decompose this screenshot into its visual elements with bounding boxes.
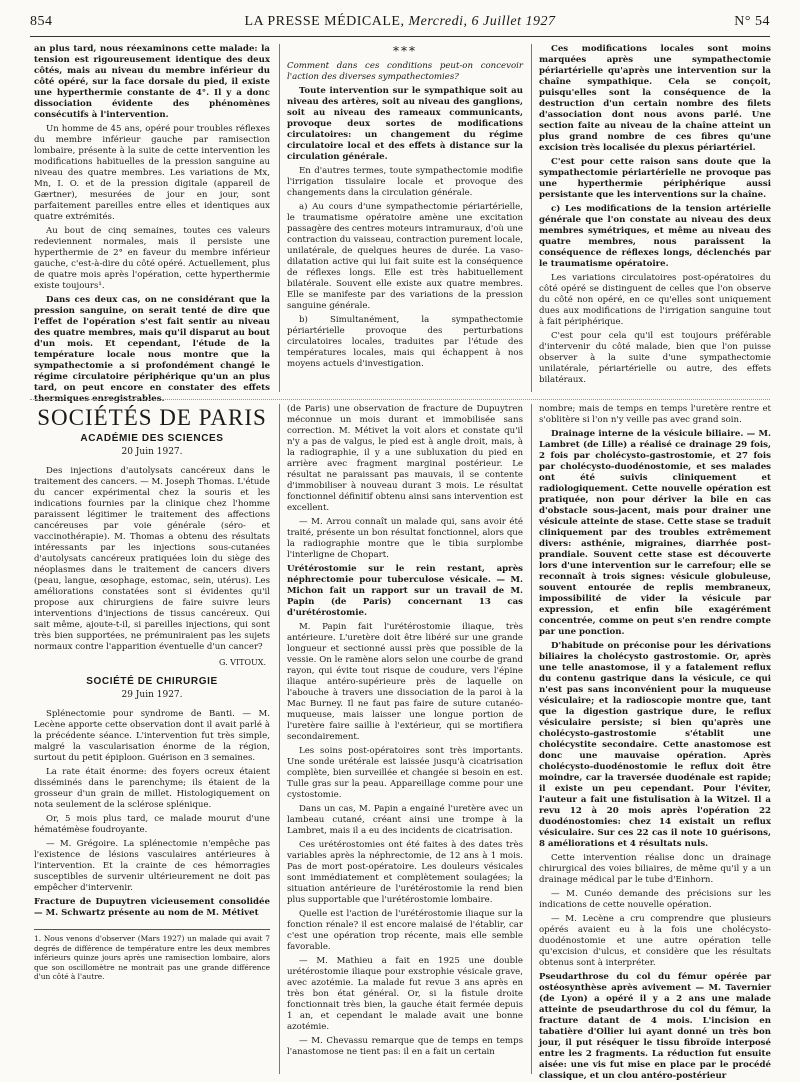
paragraph: — M. Lecène a cru comprendre que plusieurs opérés avaient eu à la fois une cholécysto-duodénostomie et une autre opération telle qu'excision d'ulcus, et considère que les résultats obtenus sont à interpréter. [539,914,771,968]
paragraph: La rate était énorme: des foyers ocreux étaient disséminés dans le parenchyme; ils étaient de la grosseur d'un grain de millet. Histologiquement on nota seulement de la sclérose splénique. [34,767,270,810]
paragraph: Un homme de 45 ans, opéré pour troubles réflexes du membre inférieur gauche par ramisection lombaire, présente à la suite de cette intervention les modifications habituelles de la pression sanguine au niveau des quatre membres. Les variations de Mx, Mn, I. O. et de la pression digitale (appareil de Gærtner), mesurées de jour en jour, sont parfaitement pareilles entre elles et identiques aux quatre extrémités. [34,124,270,222]
paragraph: Fracture de Dupuytren vicieusement consolidée — M. Schwartz présente au nom de M. Métivet [34,897,270,918]
issue-date: Mercredi, 6 Juillet 1927 [408,14,556,29]
paragraph: Cette intervention réalise donc un drainage chirurgical des voies biliaires, de même qu'il y a un drainage médical par le tube d'Einhorn. [539,853,771,885]
paragraph: an plus tard, nous réexaminons cette malade: la tension est rigoureusement identique des deux côtés, mais au niveau du membre inférieur du côté opéré, sur la face dorsale du pied, il existe une hyperthermie constante de 4°. Il y a donc dissociation évidente des phénomènes consécutifs à l'intervention. [34,44,270,120]
section-title-academie: ACADÉMIE DES SCIENCES [80,433,224,444]
header-rule [30,36,770,37]
paragraph: Au bout de cinq semaines, toutes ces valeurs redeviennent normales, mais il persiste une hyperthermie de 2° en faveur du membre inférieur gauche, c'est-à-dire du côté opéré. Actuellement, plus de quatre mois après l'opération, cette hyperthermie existe toujours¹. [34,226,270,291]
paragraph: Ces urétérostomies ont été faites à des dates très variables après la néphrectomie, de 12 ans à 1 mois. Pas de mort post-opératoire. Les douleurs vésicales sont immédiatement et complètement soulagées; la situation antérieure de l'urétérostomie la rend bien plus supportable que l'urétérostomie lombaire. [287,840,523,905]
bottom-column-1 [34,404,270,1076]
paragraph: C'est pour cela qu'il est toujours préférable d'intervenir du côté malade, bien que l'on puisse observer à la suite d'une sympathectomie unilatérale, périartérielle ou autre, des effets bilatéraux. [539,331,771,385]
section-date: 20 Juin 1927. [121,447,183,457]
paragraph: Dans ces deux cas, on ne considérant que la pression sanguine, on serait tenté de dire que l'effet de l'opération s'est fait sentir au niveau des quatre membres, mais qu'il disparut au bout d'un mois. Et cependant, l'étude de la température locale nous montre que la sympathectomie a si profondément changé le régime circulatoire périphérique qu'un an plus tard, on peut encore en constater des effets thermiques enregistrables. [34,295,270,404]
paragraph: Les variations circulatoires post-opératoires du côté opéré se distinguent de celles que l'on observe du côté non opéré, en ce qu'elles sont uniquement dues aux modifications de l'irrigation sanguine tout à fait périphérique. [539,273,771,327]
paragraph: — M. Grégoire. La splénectomie n'empêche pas l'existence de lésions vasculaires antérieures à l'intervention. Et la crainte de ces hémorragies susceptibles de survenir ultérieurement ne doit pas empêcher d'intervenir. [34,839,270,893]
column-divider [531,44,532,392]
section-question: Comment dans ces conditions peut-on concevoir l'action des diverses sympathectomies? [287,61,523,82]
paragraph: c) Les modifications de la tension artérielle générale que l'on constate au niveau des deux membres symétriques, et même au niveau des quatre membres, nous paraissent la conséquence de réflexes longs, déclenchés par le traumatisme opératoire. [539,204,771,269]
paragraph: Dans un cas, M. Papin a engainé l'uretère avec un lambeau cutané, créant ainsi une trompe à la Lambret, mais il a eu des incidents de cicatrisation. [287,804,523,836]
paragraph: Les soins post-opératoires sont très importants. Une sonde urétérale est laissée jusqu'à cicatrisation complète, bien surveillée et changée si besoin en est. Tulle gras sur la peau. Appareillage comme pour une cystostomie. [287,746,523,800]
paragraph: Drainage interne de la vésicule biliaire. — M. Lambret (de Lille) a réalisé ce drainage 29 fois, 2 fois par cholécysto-gastrostomie, et 27 fois par cholécysto-duodénostomie, et ses malades ont été suivis cliniquement et radiologiquement. Cette nouvelle opération est pratiquée, non pour dériver la bile en cas d'obstacle sous-jacent, mais pour drainer une vésicule atteinte de stase. Cette stase se traduit cliniquement par des troubles extrêmement divers: asthénie, migraines, diarrhée post-prandiale. Souvent cette stase est découverte lors d'une intervention sur le carrefour; elle se reconnaît à trois signes: vésicule globuleuse, souvent entourée de replis membraneux, impossibilité de vider la vésicule par expression, et enfin bile exagérément concentrée, comme on peut s'en rendre compte par une ponction. [539,429,771,637]
column-divider [279,404,280,1074]
section-date: 29 Juin 1927. [121,690,183,700]
bottom-column-3 [539,404,771,1081]
paragraph: Or, 5 mois plus tard, ce malade mourut d'une hématémèse foudroyante. [34,814,270,835]
paragraph: C'est pour cette raison sans doute que la sympathectomie périartérielle ne provoque pas une hyperthermie périphérique aussi persistante que les interventions sur la chaîne. [539,157,771,200]
column-divider [531,404,532,1074]
column-divider [279,44,280,392]
paragraph: Splénectomie pour syndrome de Banti. — M. Lecène apporte cette observation dont il avait parlé à la précédente séance. L'intervention fut très simple, malgré la vascularisation énorme de la région, surtout du petit épiploon. Guérison en 3 semaines. [34,709,270,763]
paragraph: — M. Arrou connaît un malade qui, sans avoir été traité, présente un bon résultat fonctionnel, alors que la radiographie montre que le tibia surplombe l'interligne de Chopart. [287,517,523,560]
paragraph: — M. Mathieu a fait en 1925 une double urétérostomie iliaque pour exstrophie vésicale grave, avec azotémie. La malade fut revue 3 ans après en très bon état général. Or, si la fistule droite fonctionnait très bien, la gauche était fermée depuis 1 an, et cependant le malade avait une bonne azotémie. [287,956,523,1032]
journal-title [30,14,770,30]
paragraph: D'habitude on préconise pour les dérivations biliaires la cholécysto gastrostomie. Or, après une telle anastomose, il y a fatalement reflux du contenu gastrique dans la vésicule, ce qui n'est pas sans inconvénient pour la muqueuse vésiculaire; et la radioscopie montre que, tant que la digestion gastrique dure, le reflux vésiculaire persiste; si bien qu'après une cholécysto-gastrostomie s'établit une cholécystite secondaire. Cette anastomose est donc une mauvaise opération. Après cholécysto-duodénostomie le reflux doit être moindre, car la traversée duodénale est rapide; il existe un peu cependant. Pour l'éviter, l'auteur a fait une fistulisation à la Witzel. Il a revu 12 à 20 mois après l'opération 22 duodénostomies: chez 14 existait un reflux vésiculaire. Sur ces 22 cas il note 10 guérisons, 8 améliorations et 4 résultats nuls. [539,641,771,849]
paragraph: Pseudarthrose du col du fémur opérée par ostéosynthèse après avivement — M. Tavernier (de Lyon) a opéré il y a 2 ans une malade atteinte de pseudarthrose du col du fémur, la fracture datant de 4 mois. L'incision en tabatière d'Ollier lui ayant donné un très bon jour, il put réséquer le tissu fibroïde interposé entre les 2 fragments. La réduction fut ensuite aisée: une vis fut mise en place par le procédé classique, et un clou antéro-postérieur [539,972,771,1081]
paragraph: Quelle est l'action de l'urétérostomie iliaque sur la fonction rénale? il est encore malaisé de l'établir, car c'est une opération trop récente, mais elle semble favorable. [287,909,523,952]
societies-title: SOCIÉTÉS DE PARIS [37,405,267,430]
issue-number: N° 54 [734,14,770,29]
paragraph: a) Au cours d'une sympathectomie périartérielle, le traumatisme opératoire amène une excitation passagère des centres moteurs intramuraux, d'où une contraction du vaisseau, contraction purement locale, unilatérale, de quelques heures de durée. La vaso-dilatation active qui lui fait suite est la conséquence de réflexes longs. Elle est très habituellement bilatérale. Souvent elle existe aux quatre membres. Elle se manifeste par des variations de la pression sanguine générale. [287,202,523,311]
paragraph: — M. Chevassu remarque que de temps en temps l'anastomose ne tient pas: il en a fait un certain [287,1036,523,1057]
paragraph: Ces modifications locales sont moins marquées après une sympathectomie périartérielle qu'après une intervention sur la chaîne sympathique. Cela se conçoit, puisqu'elles sont la conséquence de la destruction d'un certain nombre des filets d'association dont nous avons parlé. Une section faite au niveau de la chaîne atteint un plus grand nombre de ces fibres qu'une excision très localisée du plexus périartériel. [539,44,771,153]
author-signature: G. VITOUX. [218,658,266,667]
paragraph: (de Paris) une observation de fracture de Dupuytren méconnue un mois durant et immobilisée sans correction. M. Métivet la voit alors et constate qu'il n'y a pas de valgus, le pied est à angle droit, mais, à la radiographie, il y a une subluxation du pied en arrière avec fragment marginal postérieur. Le résultat ne paraissant pas mauvais, il se contente d'immobiliser à nouveau durant 3 mois. Le résultat fonctionnel définitif obtenu ainsi sans intervention est excellent. [287,404,523,513]
top-column-2 [287,44,523,394]
page-number: 854 [30,14,53,29]
asterism: *** [393,44,417,58]
paragraph: nombre; mais de temps en temps l'uretère rentre et s'oblitère si l'on n'y veille pas avec grand soin. [539,404,771,425]
paragraph: Toute intervention sur le sympathique soit au niveau des artères, soit au niveau des ganglions, soit au niveau des rameaux communicants, provoque deux sortes de modifications circulatoires: un changement du régime circulatoire local et des effets à distance sur la circulation générale. [287,86,523,162]
top-column-3 [539,44,771,394]
paragraph: — M. Cunéo demande des précisions sur les indications de cette nouvelle opération. [539,889,771,910]
section-separator [30,399,770,400]
paragraph: Urétérostomie sur le rein restant, après néphrectomie pour tuberculose vésicale. — M. Michon fait un rapport sur un travail de M. Papin (de Paris) concernant 13 cas d'urétérostomie. [287,564,523,618]
page-header [30,14,770,34]
top-column-1 [34,44,270,404]
footnote: 1. Nous venons d'observer (Mars 1927) un malade qui avait 7 degrés de différence de température entre les deux membres inférieurs quinze jours après une ramisection lombaire, alors que son oscillomètre ne montrait pas une grande différence d'un côté à l'autre. [34,929,270,982]
paragraph: M. Papin fait l'urétérostomie iliaque, très antérieure. L'uretère doit être libéré sur une grande longueur et sectionné aussi près que possible de la vessie. On le ramène alors selon une courbe de grand rayon, qui évite tout risque de coudure, vers l'épine iliaque antéro-supérieure près de laquelle on l'abouche à travers une dissociation de la paroi à la Mac Burney. Il ne faut pas faire de suture cutanéo-muqueuse, mais laisser une longue portion de l'uretère faire saillie à l'extérieur, qui se mortifiera secondairement. [287,622,523,742]
paragraph: En d'autres termes, toute sympathectomie modifie l'irrigation tissulaire locale et provoque des changements dans la circulation générale. [287,166,523,198]
section-title-chirurgie: SOCIÉTÉ DE CHIRURGIE [86,676,218,687]
paragraph: Des injections d'autolysats cancéreux dans le traitement des cancers. — M. Joseph Thomas. L'étude du cancer expérimental chez la souris et les indications fournies par la clinique chez l'homme paraissent légitimer le traitement des affections cancéreuses par voie générale (séro- et vaccinothérapie). M. Thomas a obtenu des résultats intéressants par les injections sous-cutanées d'autolysats cancéreux pratiquées loin du siège des néoplasmes dans le traitement de cancers divers (peau, langue, œsophage, estomac, sein, utérus). Les améliorations constatées sont si évidentes qu'il propose aux chirurgiens de faire suivre leurs interventions d'injections de tissus cancéreux. Qui sait même, ajoute-t-il, si pareilles injections, qui sont très bien supportées, ne prémuniraient pas les sujets normaux contre l'apparition éventuelle d'un cancer? [34,466,270,652]
journal-name: LA PRESSE MÉDICALE, [244,14,405,29]
paragraph: b) Simultanément, la sympathectomie périartérielle provoque des perturbations circulatoires locales, traduites par l'étude des températures locales, mais qui échappent à nos moyens actuels d'investigation. [287,315,523,369]
bottom-column-2 [287,404,523,1076]
